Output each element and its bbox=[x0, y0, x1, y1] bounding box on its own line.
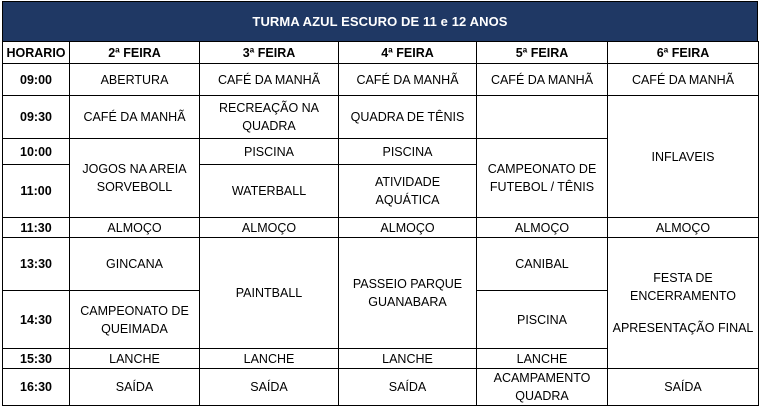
cell-fri-1130: ALMOÇO bbox=[608, 218, 759, 238]
time-1630: 16:30 bbox=[3, 369, 70, 406]
header-row bbox=[3, 42, 759, 64]
cell-wed-1330-1430 bbox=[339, 238, 477, 349]
cell-tue-0930 bbox=[200, 96, 339, 139]
time-1430: 14:30 bbox=[3, 291, 70, 349]
cell-fri-1330-1530 bbox=[608, 238, 759, 369]
cell-wed-0930: QUADRA DE TÊNIS bbox=[339, 96, 477, 139]
time-1130: 11:30 bbox=[3, 218, 70, 238]
cell-thu-1000-1100 bbox=[477, 139, 608, 218]
cell-mon-1630: SAÍDA bbox=[70, 369, 200, 406]
cell-thu-1130: ALMOÇO bbox=[477, 218, 608, 238]
cell-fri-1630: SAÍDA bbox=[608, 369, 759, 406]
cell-thu-1000-line1: CAMPEONATO DE bbox=[487, 162, 597, 176]
time-1530: 15:30 bbox=[3, 349, 70, 369]
cell-tue-1130: ALMOÇO bbox=[200, 218, 339, 238]
cell-tue-1530: LANCHE bbox=[200, 349, 339, 369]
cell-tue-1100: WATERBALL bbox=[200, 165, 339, 218]
row-0930 bbox=[3, 96, 759, 139]
cell-tue-0930-line1: RECREAÇÃO NA bbox=[218, 101, 320, 115]
time-0930: 09:30 bbox=[3, 96, 70, 139]
cell-mon-1000-1100 bbox=[70, 139, 200, 218]
time-0900: 09:00 bbox=[3, 64, 70, 96]
cell-mon-1000-line1: JOGOS NA AREIA bbox=[82, 162, 187, 176]
cell-thu-1430: PISCINA bbox=[477, 291, 608, 349]
row-1630 bbox=[3, 369, 759, 406]
cell-tue-0900: CAFÉ DA MANHÃ bbox=[200, 64, 339, 96]
cell-mon-1130: ALMOÇO bbox=[70, 218, 200, 238]
cell-mon-1530: LANCHE bbox=[70, 349, 200, 369]
cell-mon-1330: GINCANA bbox=[70, 238, 200, 291]
cell-wed-1100: ATIVIDADE AQUÁTICA bbox=[339, 165, 477, 218]
cell-thu-1630 bbox=[477, 369, 608, 406]
header-day-fri: 6ª FEIRA bbox=[608, 42, 759, 64]
cell-thu-1000-line2: FUTEBOL / TÊNIS bbox=[489, 180, 595, 194]
schedule-table bbox=[2, 41, 759, 406]
cell-thu-1630-line1: ACAMPAMENTO bbox=[493, 371, 591, 385]
header-day-thu: 5ª FEIRA bbox=[477, 42, 608, 64]
cell-fri-1330-line1: FESTA DE bbox=[653, 271, 713, 285]
cell-wed-1330-line1: PASSEIO PARQUE bbox=[352, 277, 463, 291]
cell-mon-0900: ABERTURA bbox=[70, 64, 200, 96]
cell-tue-0930-line2: QUADRA bbox=[242, 119, 296, 133]
cell-mon-1000-line2: SORVEBOLL bbox=[96, 180, 173, 194]
header-time: HORARIO bbox=[3, 42, 70, 64]
time-1330: 13:30 bbox=[3, 238, 70, 291]
header-day-mon: 2ª FEIRA bbox=[70, 42, 200, 64]
cell-tue-1630: SAÍDA bbox=[200, 369, 339, 406]
cell-mon-1430-line1: CAMPEONATO DE bbox=[80, 303, 189, 318]
cell-mon-1430 bbox=[70, 291, 200, 349]
time-1100: 11:00 bbox=[3, 165, 70, 218]
row-1130 bbox=[3, 218, 759, 238]
cell-wed-0900: CAFÉ DA MANHÃ bbox=[339, 64, 477, 96]
time-1000: 10:00 bbox=[3, 139, 70, 165]
cell-tue-1330-1430: PAINTBALL bbox=[200, 238, 339, 349]
cell-fri-0930-1100: INFLAVEIS bbox=[608, 96, 759, 218]
cell-wed-1130: ALMOÇO bbox=[339, 218, 477, 238]
cell-fri-0900: CAFÉ DA MANHÃ bbox=[608, 64, 759, 96]
row-0900 bbox=[3, 64, 759, 96]
cell-mon-0930: CAFÉ DA MANHÃ bbox=[70, 96, 200, 139]
cell-fri-1330-line2: ENCERRAMENTO bbox=[629, 289, 737, 303]
cell-fri-1330-line3: APRESENTAÇÃO FINAL bbox=[612, 321, 754, 335]
cell-thu-1630-line2: QUADRA bbox=[515, 389, 569, 403]
cell-thu-1530: LANCHE bbox=[477, 349, 608, 369]
row-1330 bbox=[3, 238, 759, 291]
header-day-wed: 4ª FEIRA bbox=[339, 42, 477, 64]
cell-thu-0930 bbox=[477, 96, 608, 139]
cell-wed-1530: LANCHE bbox=[339, 349, 477, 369]
schedule-title: TURMA AZUL ESCURO DE 11 e 12 ANOS bbox=[2, 1, 758, 41]
cell-tue-1000: PISCINA bbox=[200, 139, 339, 165]
cell-thu-1330: CANIBAL bbox=[477, 238, 608, 291]
cell-wed-1330-line2: GUANABARA bbox=[368, 295, 447, 309]
header-day-tue: 3ª FEIRA bbox=[200, 42, 339, 64]
cell-wed-1630: SAÍDA bbox=[339, 369, 477, 406]
cell-wed-1000: PISCINA bbox=[339, 139, 477, 165]
cell-fri-1330-gap bbox=[611, 305, 755, 319]
cell-thu-0900: CAFÉ DA MANHÃ bbox=[477, 64, 608, 96]
cell-mon-1430-line2: QUEIMADA bbox=[101, 321, 168, 336]
